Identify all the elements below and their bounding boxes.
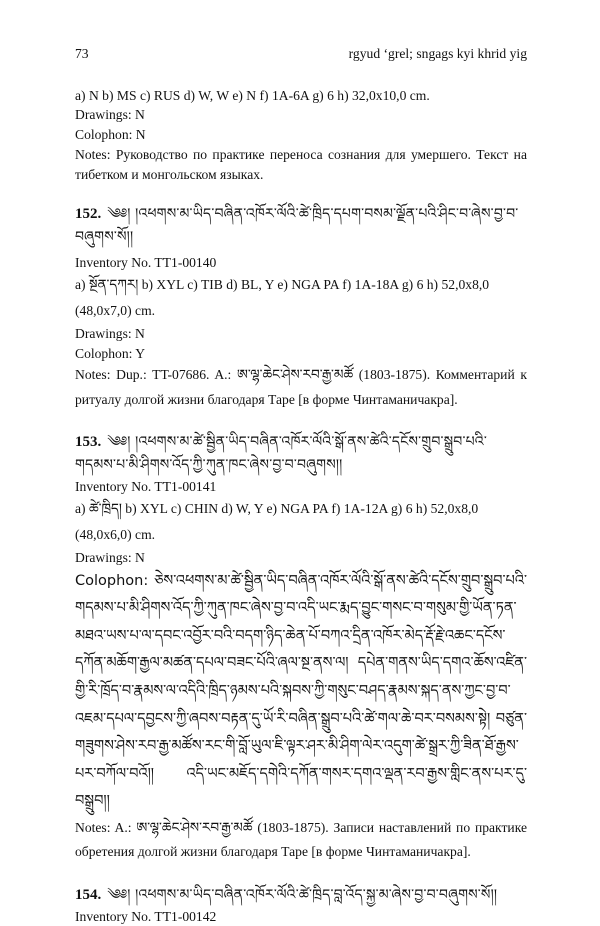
entry-152 [75,202,527,412]
entry-number: 154. [75,886,102,903]
colophon-line: Colophon: ཅེས་འཕགས་མ་ཚེ་སྦྱིན་ཡིད་བཞིན་འཁོར་ལོའི་སྒོ་ནས་ཚེའི་དངོས་གྲུབ་སྒྲུབ་པའི་གདམས་པ་མི་ཤིགས་འོད་ཀྱི་ཀུན་ཁང་ཞེས་བྱ་བ་འདི་ཡང་རྨད་བྱུང་གསང་བ་གསུམ་གྱི་ཡོན་ཏན་མཐའ་ཡས་པ་ལ་དབང་འབྱོར་བའི་བདག་ཉིད་ཆེན་པོ་བཀའ་དྲིན་འཁོར་མེད་རྡོ་རྗེ་འཆང་དངོས་དཀོན་མཆོག་རྒྱལ་མཚན་དཔལ་བཟང་པོའི་ཞལ་སྔ་ནས་ལ། དཔེན་གནས་ཡིད་དགའ་ཆོས་འཛིན་གྱི་རི་ཁྲོད་བ་རྣམས་ལ་འདིའི་ཁྲིད་ཉམས་པའི་སྐབས་ཀྱི་གསུང་བཤད་རྣམས་སྐད་ནས་ཀྱང་བྱ་བ་འཇམ་དཔལ་དབྱངས་ཀྱི་ཞབས་བརྟན་དུ་ཡོ་རི་བཞིན་སྒྲུབ་པའི་ཚེ་གལ་ཆེ་བར་བསམས་སྟེ། བཙུན་གཟུགས་ཤེས་རབ་རྒྱ་མཚོས་རང་གི་བློ་ཡུལ་ཇི་ལྟར་ཤར་མི་ཤིག་ལེར་འདུག་ཚེ་སྒྲར་ཀྱི་ཟིན་ཐོ་རྒྱས་པར་བཀོལ་བའོ།། འདི་ཡང་མཇོད་དགེའི་དཀོན་གསར་དགའ་ལྡན་རབ་རྒྱས་གླིང་ནས་པར་དུ་བསྒྲུབ།། [75,572,527,810]
entry-title: ༄༅། །འཕགས་མ་ཡིད་བཞིན་འཁོར་ལོའི་ཚེ་ཁྲིད་དཔག་བསམ་ལྗོན་པའི་ཤིང་བ་ཞེས་བྱ་བ་བཞུགས་སོ།། [75,206,519,246]
entry-title: ༄༅། །འཕགས་མ་ཡིད་བཞིན་འཁོར་ལོའི་ཚེ་ཁྲིད་བླ་འོད་སྐྱ་མ་ཞེས་བྱ་བ་བཞུགས་སོ།། [107,886,498,903]
inventory-line: Inventory No. TT1-00141 [75,478,217,494]
details-line: a) ཚེ་ཁྲིད། b) XYL c) CHIN d) W, Y e) NGA PA f) 1A-12A g) 6 h) 52,0x8,0 (48,0x6,0) cm. [75,501,479,543]
entry-number: 152. [75,206,102,223]
entry-number: 153. [75,434,102,451]
top-block [75,86,527,185]
notes-line: Notes: Dup.: TT-07686. A.: ཨ་ལྷ་ཆེང་ཤེས་རབ་རྒྱ་མཚོ (1803-1875). Комментарий к ритуалу долгой жизни благодаря Таре [в форме Чинтаманичакра]. [75,367,527,407]
entry-heading [75,202,527,248]
drawings-line: Drawings: N [75,107,145,123]
drawings-line: Drawings: N [75,550,145,566]
entry-title: ༄༅། །འཕགས་མ་ཚེ་སྦྱིན་ཡིད་བཞིན་འཁོར་ལོའི་སྒོ་ནས་ཚེའི་དངོས་གྲུབ་སྒྲུབ་པའི་གདམས་པ་མི་ཤིགས་འོད་ཀྱི་ཀུན་ཁང་ཞེས་བྱ་བ་བཞུགས།། [75,434,487,474]
colophon-line: Colophon: N [75,127,146,143]
notes-line: Notes: A.: ཨ་ལྷ་ཆེང་ཤེས་རབ་རྒྱ་མཚོ (1803-1875). Записи наставлений по практике обретения долгой жизни благодаря Таре [в форме Чинтаманичакра]. [75,819,527,860]
inventory-line: Inventory No. TT1-00140 [75,254,217,270]
entry-heading [75,430,527,476]
drawings-line: Drawings: N [75,325,145,341]
running-title: rgyud ‘grel; sngags kyi khrid yig [348,46,527,61]
entry-heading [75,883,527,907]
details-line: a) N b) MS c) RUS d) W, W e) N f) 1A-6A g) 6 h) 32,0x10,0 cm. [75,87,430,103]
page-number: 73 [75,46,89,61]
page-header [75,44,527,64]
document-page [75,44,527,926]
details-line: a) སྔོན་དཀར། b) XYL c) TIB d) BL, Y e) NGA PA f) 1A-18A g) 6 h) 52,0x8,0 (48,0x7,0) cm. [75,277,490,319]
notes-line: Notes: Руководство по практике переноса сознания для умершего. Текст на тибетком и монгольском языках. [75,146,527,182]
entry-154 [75,883,527,926]
entry-153 [75,430,527,864]
inventory-line: Inventory No. TT1-00142 [75,908,217,924]
colophon-line: Colophon: Y [75,345,146,361]
